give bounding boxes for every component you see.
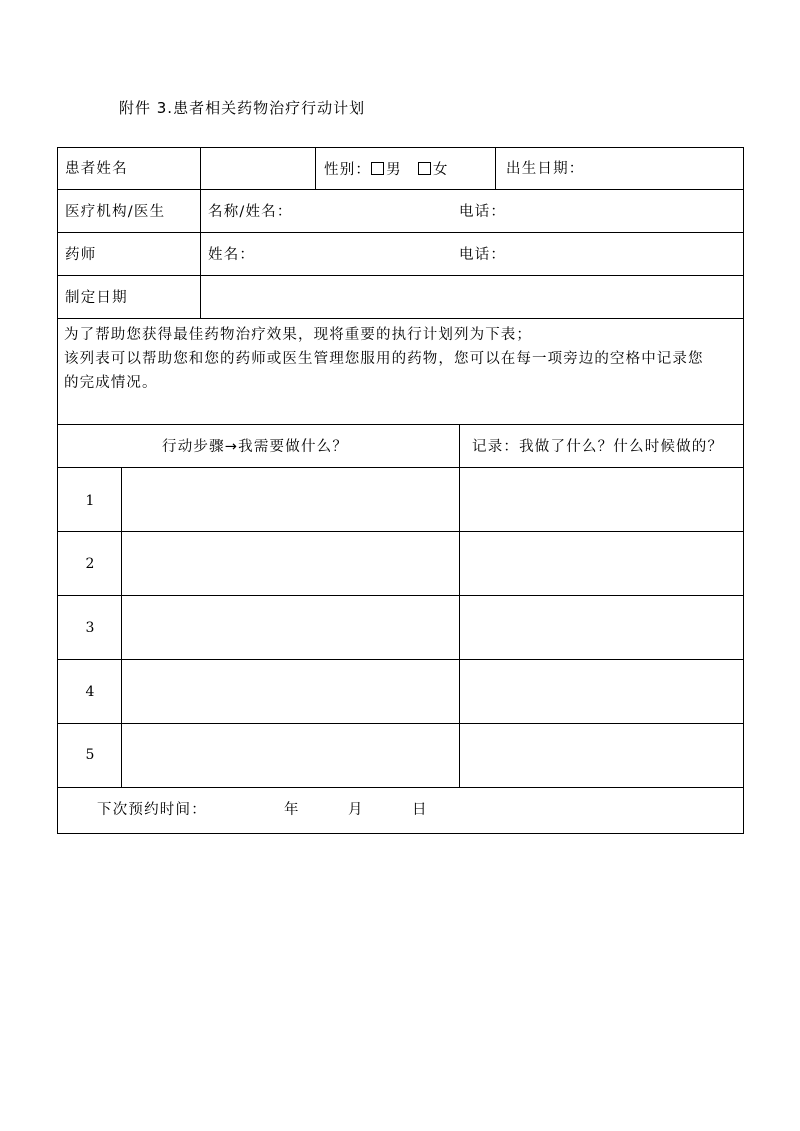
pharmacist-name-label: 姓名： [208, 247, 256, 263]
birth-date-label: 出生日期： [506, 161, 585, 177]
table-divider [57, 424, 743, 425]
record-field[interactable] [460, 596, 743, 659]
pharmacist-phone-label: 电话： [459, 247, 507, 263]
table-divider [57, 318, 743, 319]
row-number: 2 [85, 556, 95, 572]
female-checkbox[interactable] [418, 162, 431, 175]
row-number: 4 [85, 684, 95, 700]
instructions-line: 的完成情况。 [64, 375, 158, 391]
table-divider [57, 787, 743, 788]
date-made-field[interactable] [201, 276, 743, 318]
page-title: 附件 3.患者相关药物治疗行动计划 [119, 99, 366, 117]
female-option-label: 女 [432, 162, 449, 178]
pharmacist-label: 药师 [65, 247, 97, 263]
action-step-field[interactable] [122, 532, 459, 595]
institution-label: 医疗机构/医生 [65, 204, 166, 220]
record-field[interactable] [460, 468, 743, 531]
table-border-right [743, 147, 744, 834]
action-step-field[interactable] [122, 660, 459, 723]
gender-label: 性别： [324, 162, 372, 178]
row-number: 1 [85, 493, 95, 509]
institution-phone-label: 电话： [459, 204, 507, 220]
record-header: 记录：我做了什么？什么时候做的？ [472, 439, 724, 455]
institution-name-label: 名称/姓名： [208, 204, 293, 220]
table-divider [57, 232, 743, 233]
instructions-paragraph [64, 323, 736, 395]
male-checkbox[interactable] [371, 162, 384, 175]
record-field[interactable] [460, 660, 743, 723]
next-appointment-day-label: 日 [412, 802, 428, 818]
action-step-field[interactable] [122, 596, 459, 659]
next-appointment-year-label: 年 [284, 802, 300, 818]
action-step-field[interactable] [122, 724, 459, 787]
record-field[interactable] [460, 724, 743, 787]
male-option-label: 男 [386, 162, 402, 178]
instructions-line: 为了帮助您获得最佳药物治疗效果，现将重要的执行计划列为下表； [64, 327, 532, 343]
date-made-label: 制定日期 [65, 290, 128, 306]
row-number: 5 [85, 747, 95, 763]
patient-name-label: 患者姓名 [65, 161, 128, 177]
action-step-field[interactable] [122, 468, 459, 531]
table-border-top [57, 147, 743, 148]
patient-name-field[interactable] [201, 148, 315, 189]
next-appointment-month-label: 月 [348, 802, 364, 818]
next-appointment-label: 下次预约时间： [97, 802, 207, 818]
record-field[interactable] [460, 532, 743, 595]
column-divider [315, 147, 316, 189]
table-divider [57, 189, 743, 190]
table-border-bottom [57, 833, 744, 834]
row-number: 3 [85, 620, 95, 636]
table-border-left [57, 147, 58, 834]
column-divider [495, 147, 496, 189]
instructions-line: 该列表可以帮助您和您的药师或医生管理您服用的药物，您可以在每一项旁边的空格中记录您 [64, 351, 704, 367]
action-steps-header: 行动步骤→我需要做什么？ [162, 439, 349, 455]
gender-field [324, 162, 449, 178]
